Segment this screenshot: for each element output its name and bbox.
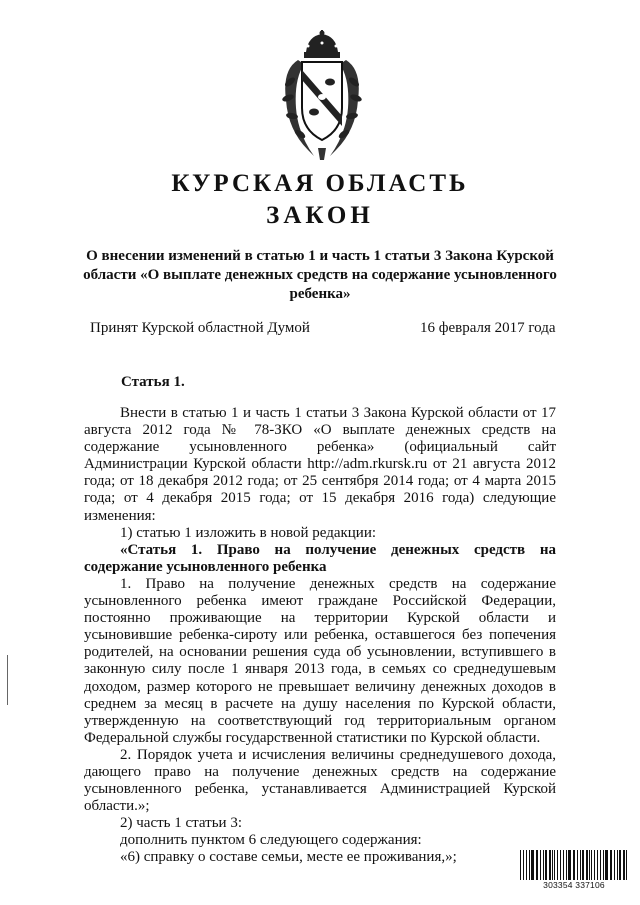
barcode-bar bbox=[594, 850, 595, 880]
article-heading: Статья 1. bbox=[121, 374, 185, 390]
paragraph: 2. Порядок учета и исчисления величины среднедушевого дохода, дающего право на получение денежных средств на содержание усыновленного ребенка, устанавливается Администрацией Курской области.»; bbox=[84, 746, 556, 815]
article-body bbox=[84, 405, 556, 867]
paragraph-quoted-heading: «Статья 1. Право на получение денежных средств на содержание усыновленного ребенка bbox=[84, 541, 556, 575]
barcode-bar bbox=[520, 850, 521, 880]
adoption-date: 16 февраля 2017 года bbox=[420, 320, 556, 336]
paragraph: Внести в статью 1 и часть 1 статьи 3 Закона Курской области от 17 августа 2012 года № 78-ЗКО «О выплате денежных средств на содержание усыновленного ребенка» (официальный сайт Администрации Курской области http://adm.rkursk.ru от 21 августа 2012 года; от 18 декабря 2012 года; от 25 сентября 2014 года; от 4 марта 2015 года; от 4 декабря 2015 года; от 15 декабря 2016 года) следующие изменения: bbox=[84, 405, 556, 524]
barcode-number: 303354 337106 bbox=[518, 880, 630, 890]
barcode-bar bbox=[597, 850, 598, 880]
accepted-by-text: Принят Курской областной Думой bbox=[90, 320, 310, 336]
paragraph: 1. Право на получение денежных средств на содержание усыновленного ребенка имеют граждане Российской Федерации, постоянно проживающие на территории Курской области и усыновившие ребенка-сироту или ребенка, оставшегося без попечения родителей, на основании решения суда об усыновлении, вступившего в законную силу после 1 января 2013 года, в семьях со среднедушевым доходом, размер которого не превышает величину денежных доходов в среднем за месяц в расчете на душу населения по Курской области, утвержденную на соответствующий год территориальным органом Федеральной службы государственной статистики по Курской области. bbox=[84, 575, 556, 746]
barcode-bar bbox=[573, 850, 575, 880]
barcode-bar bbox=[619, 850, 621, 880]
barcode-bar bbox=[600, 850, 601, 880]
barcode-bar bbox=[582, 850, 584, 880]
barcode-bar bbox=[568, 850, 571, 880]
barcode-bar bbox=[529, 850, 530, 880]
barcode-bar bbox=[531, 850, 534, 880]
margin-mark bbox=[7, 655, 8, 705]
barcode-bar bbox=[540, 850, 541, 880]
document-type-heading: ЗАКОН bbox=[266, 202, 374, 229]
barcode-bar bbox=[554, 850, 555, 880]
barcode-bar bbox=[614, 850, 615, 880]
barcode-bar bbox=[523, 850, 524, 880]
paragraph: 1) статью 1 изложить в новой редакции: bbox=[120, 524, 377, 541]
barcode-bar bbox=[552, 850, 553, 880]
barcode-bar bbox=[626, 850, 627, 880]
law-title: О внесении изменений в статью 1 и часть 1 статьи 3 Закона Курской области «О выплате денежных средств на содержание усыновленного ребенка» bbox=[83, 248, 557, 302]
barcode-bar bbox=[589, 850, 590, 880]
paragraph: «6) справку о составе семьи, месте ее проживания,»; bbox=[120, 849, 457, 866]
barcode-bar bbox=[623, 850, 625, 880]
barcode-bar bbox=[566, 850, 567, 880]
paragraph: дополнить пунктом 6 следующего содержания: bbox=[120, 832, 422, 849]
barcode-bar bbox=[557, 850, 558, 880]
barcode-bar bbox=[610, 850, 612, 880]
barcode-bar bbox=[560, 850, 561, 880]
barcode-bar bbox=[617, 850, 618, 880]
barcode-bar bbox=[536, 850, 538, 880]
barcode-bar bbox=[580, 850, 581, 880]
barcode-bar bbox=[549, 850, 551, 880]
barcode-bar bbox=[603, 850, 604, 880]
barcode-bar bbox=[563, 850, 564, 880]
paragraph: 2) часть 1 статьи 3: bbox=[120, 815, 243, 832]
barcode-bar bbox=[543, 850, 544, 880]
barcode-bar bbox=[586, 850, 588, 880]
barcode-bar bbox=[545, 850, 547, 880]
barcode-bar bbox=[526, 850, 527, 880]
region-heading: КУРСКАЯ ОБЛАСТЬ bbox=[171, 170, 469, 197]
barcode-bar bbox=[605, 850, 608, 880]
barcode-bar bbox=[591, 850, 592, 880]
barcode-bar bbox=[577, 850, 578, 880]
coat-of-arms-icon bbox=[268, 30, 376, 162]
